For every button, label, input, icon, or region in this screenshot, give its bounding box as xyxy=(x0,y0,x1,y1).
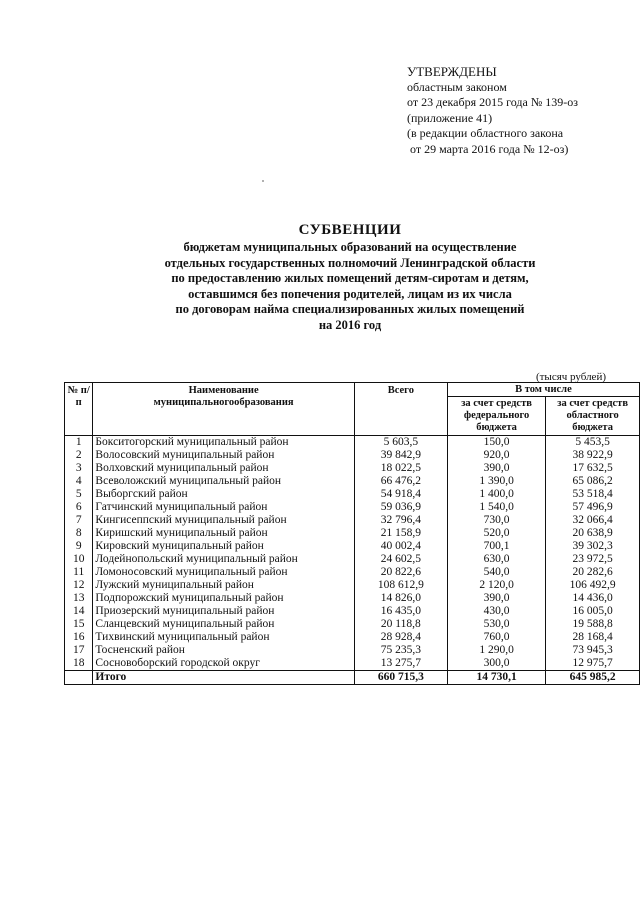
title-line: оставшимся без попечения родителей, лицам из их числа xyxy=(188,286,512,301)
approval-heading: УТВЕРЖДЕНЫ xyxy=(407,64,497,79)
row-regional: 20 638,9 xyxy=(546,527,640,540)
row-regional: 53 518,4 xyxy=(546,488,640,501)
row-federal: 1 290,0 xyxy=(447,644,545,657)
table-row xyxy=(65,462,640,475)
table-row xyxy=(65,436,640,450)
row-num: 11 xyxy=(65,566,93,579)
row-name: Киришский муниципальный район xyxy=(93,527,354,540)
row-name: Тосненский район xyxy=(93,644,354,657)
row-name: Волховский муниципальный район xyxy=(93,462,354,475)
row-name: Всеволожский муниципальный район xyxy=(93,475,354,488)
row-num: 15 xyxy=(65,618,93,631)
row-num: 6 xyxy=(65,501,93,514)
approval-line: областным законом xyxy=(407,79,507,94)
row-regional: 28 168,4 xyxy=(546,631,640,644)
row-federal: 730,0 xyxy=(447,514,545,527)
row-total: 66 476,2 xyxy=(354,475,447,488)
row-total: 108 612,9 xyxy=(354,579,447,592)
row-regional: 32 066,4 xyxy=(546,514,640,527)
scan-speck xyxy=(262,180,264,182)
row-regional: 65 086,2 xyxy=(546,475,640,488)
row-federal: 300,0 xyxy=(447,657,545,671)
header-regional-text: за счет средств областного бюджета xyxy=(557,398,628,433)
table-row xyxy=(65,540,640,553)
total-regional: 645 985,2 xyxy=(546,671,640,685)
row-federal: 920,0 xyxy=(447,449,545,462)
table-row xyxy=(65,553,640,566)
row-federal: 520,0 xyxy=(447,527,545,540)
row-total: 24 602,5 xyxy=(354,553,447,566)
approval-line: от 29 марта 2016 года № 12-оз) xyxy=(407,141,569,156)
row-federal: 700,1 xyxy=(447,540,545,553)
row-num: 7 xyxy=(65,514,93,527)
header-including: В том числе xyxy=(447,383,639,397)
row-regional: 73 945,3 xyxy=(546,644,640,657)
row-total: 5 603,5 xyxy=(354,436,447,450)
table-row xyxy=(65,475,640,488)
title-main: СУБВЕНЦИИ xyxy=(298,222,402,238)
row-name: Бокситогорский муниципальный район xyxy=(93,436,354,450)
row-num: 5 xyxy=(65,488,93,501)
row-name: Кингисеппский муниципальный район xyxy=(93,514,354,527)
table-row xyxy=(65,631,640,644)
row-regional: 17 632,5 xyxy=(546,462,640,475)
row-num: 1 xyxy=(65,436,93,450)
row-federal: 2 120,0 xyxy=(447,579,545,592)
row-name: Сланцевский муниципальный район xyxy=(93,618,354,631)
table-row xyxy=(65,449,640,462)
header-regional xyxy=(546,397,640,436)
header-num: № п/п xyxy=(65,383,93,436)
row-num: 4 xyxy=(65,475,93,488)
approval-stamp xyxy=(407,64,578,157)
row-regional: 14 436,0 xyxy=(546,592,640,605)
row-num: 10 xyxy=(65,553,93,566)
row-name: Гатчинский муниципальный район xyxy=(93,501,354,514)
total-sum: 660 715,3 xyxy=(354,671,447,685)
row-total: 18 022,5 xyxy=(354,462,447,475)
row-total: 21 158,9 xyxy=(354,527,447,540)
row-num: 3 xyxy=(65,462,93,475)
header-name xyxy=(93,383,354,436)
row-regional: 20 282,6 xyxy=(546,566,640,579)
row-name: Волосовский муниципальный район xyxy=(93,449,354,462)
header-federal xyxy=(447,397,545,436)
title-line: по предоставлению жилых помещений детям-сиротам и детям, xyxy=(171,271,529,286)
row-total: 20 118,8 xyxy=(354,618,447,631)
row-name: Кировский муниципальный район xyxy=(93,540,354,553)
row-regional: 19 588,8 xyxy=(546,618,640,631)
approval-line: (в редакции областного закона xyxy=(407,126,564,140)
subventions-table xyxy=(64,382,640,685)
row-total: 59 036,9 xyxy=(354,501,447,514)
row-total: 40 002,4 xyxy=(354,540,447,553)
row-regional: 23 972,5 xyxy=(546,553,640,566)
row-name: Лужский муниципальный район xyxy=(93,579,354,592)
row-num: 18 xyxy=(65,657,93,671)
row-regional: 39 302,3 xyxy=(546,540,640,553)
row-regional: 5 453,5 xyxy=(546,436,640,450)
table-row xyxy=(65,488,640,501)
row-regional: 106 492,9 xyxy=(546,579,640,592)
title-line: по договорам найма специализированных жилых помещений xyxy=(175,302,525,317)
row-federal: 1 540,0 xyxy=(447,501,545,514)
approval-line: (приложение 41) xyxy=(407,110,493,125)
total-num-cell xyxy=(65,671,93,685)
row-federal: 1 400,0 xyxy=(447,488,545,501)
row-regional: 38 922,9 xyxy=(546,449,640,462)
row-total: 32 796,4 xyxy=(354,514,447,527)
row-num: 8 xyxy=(65,527,93,540)
table-row xyxy=(65,605,640,618)
table-row xyxy=(65,657,640,671)
units-note: (тысяч рублей) xyxy=(535,371,606,383)
table-row xyxy=(65,527,640,540)
table-row xyxy=(65,592,640,605)
row-name: Тихвинский муниципальный район xyxy=(93,631,354,644)
row-total: 16 435,0 xyxy=(354,605,447,618)
row-total: 28 928,4 xyxy=(354,631,447,644)
row-federal: 430,0 xyxy=(447,605,545,618)
row-total: 75 235,3 xyxy=(354,644,447,657)
row-name: Лодейнопольский муниципальный район xyxy=(93,553,354,566)
total-label: Итого xyxy=(93,671,354,685)
total-federal: 14 730,1 xyxy=(447,671,545,685)
row-total: 39 842,9 xyxy=(354,449,447,462)
table-row xyxy=(65,644,640,657)
row-federal: 390,0 xyxy=(447,462,545,475)
row-federal: 630,0 xyxy=(447,553,545,566)
approval-line: от 23 декабря 2015 года № 139-оз xyxy=(407,95,579,109)
row-num: 9 xyxy=(65,540,93,553)
row-federal: 390,0 xyxy=(447,592,545,605)
row-regional: 57 496,9 xyxy=(546,501,640,514)
table-row xyxy=(65,501,640,514)
table-row xyxy=(65,618,640,631)
row-num: 2 xyxy=(65,449,93,462)
title-line: бюджетам муниципальных образований на осуществление xyxy=(183,240,517,254)
row-name: Выборгский район xyxy=(93,488,354,501)
row-name: Сосновоборский городской округ xyxy=(93,657,354,671)
row-federal: 760,0 xyxy=(447,631,545,644)
title-line: отдельных государственных полномочий Ленинградской области xyxy=(164,255,536,270)
row-num: 14 xyxy=(65,605,93,618)
table-total-row xyxy=(65,671,640,685)
document-title xyxy=(80,222,620,334)
row-regional: 16 005,0 xyxy=(546,605,640,618)
row-num: 12 xyxy=(65,579,93,592)
row-name: Ломоносовский муниципальный район xyxy=(93,566,354,579)
table-row xyxy=(65,514,640,527)
table-row xyxy=(65,579,640,592)
row-total: 54 918,4 xyxy=(354,488,447,501)
row-federal: 540,0 xyxy=(447,566,545,579)
row-num: 16 xyxy=(65,631,93,644)
row-federal: 1 390,0 xyxy=(447,475,545,488)
row-num: 13 xyxy=(65,592,93,605)
header-federal-text: за счет средств федерального бюджета xyxy=(461,398,532,433)
row-name: Подпорожский муниципальный район xyxy=(93,592,354,605)
row-num: 17 xyxy=(65,644,93,657)
row-total: 14 826,0 xyxy=(354,592,447,605)
header-total: Всего xyxy=(354,383,447,436)
row-federal: 150,0 xyxy=(447,436,545,450)
table-row xyxy=(65,566,640,579)
row-federal: 530,0 xyxy=(447,618,545,631)
title-line: на 2016 год xyxy=(318,317,382,332)
row-total: 20 822,6 xyxy=(354,566,447,579)
header-name-text: Наименование муниципальногообразования xyxy=(153,385,294,408)
row-regional: 12 975,7 xyxy=(546,657,640,671)
row-name: Приозерский муниципальный район xyxy=(93,605,354,618)
row-total: 13 275,7 xyxy=(354,657,447,671)
